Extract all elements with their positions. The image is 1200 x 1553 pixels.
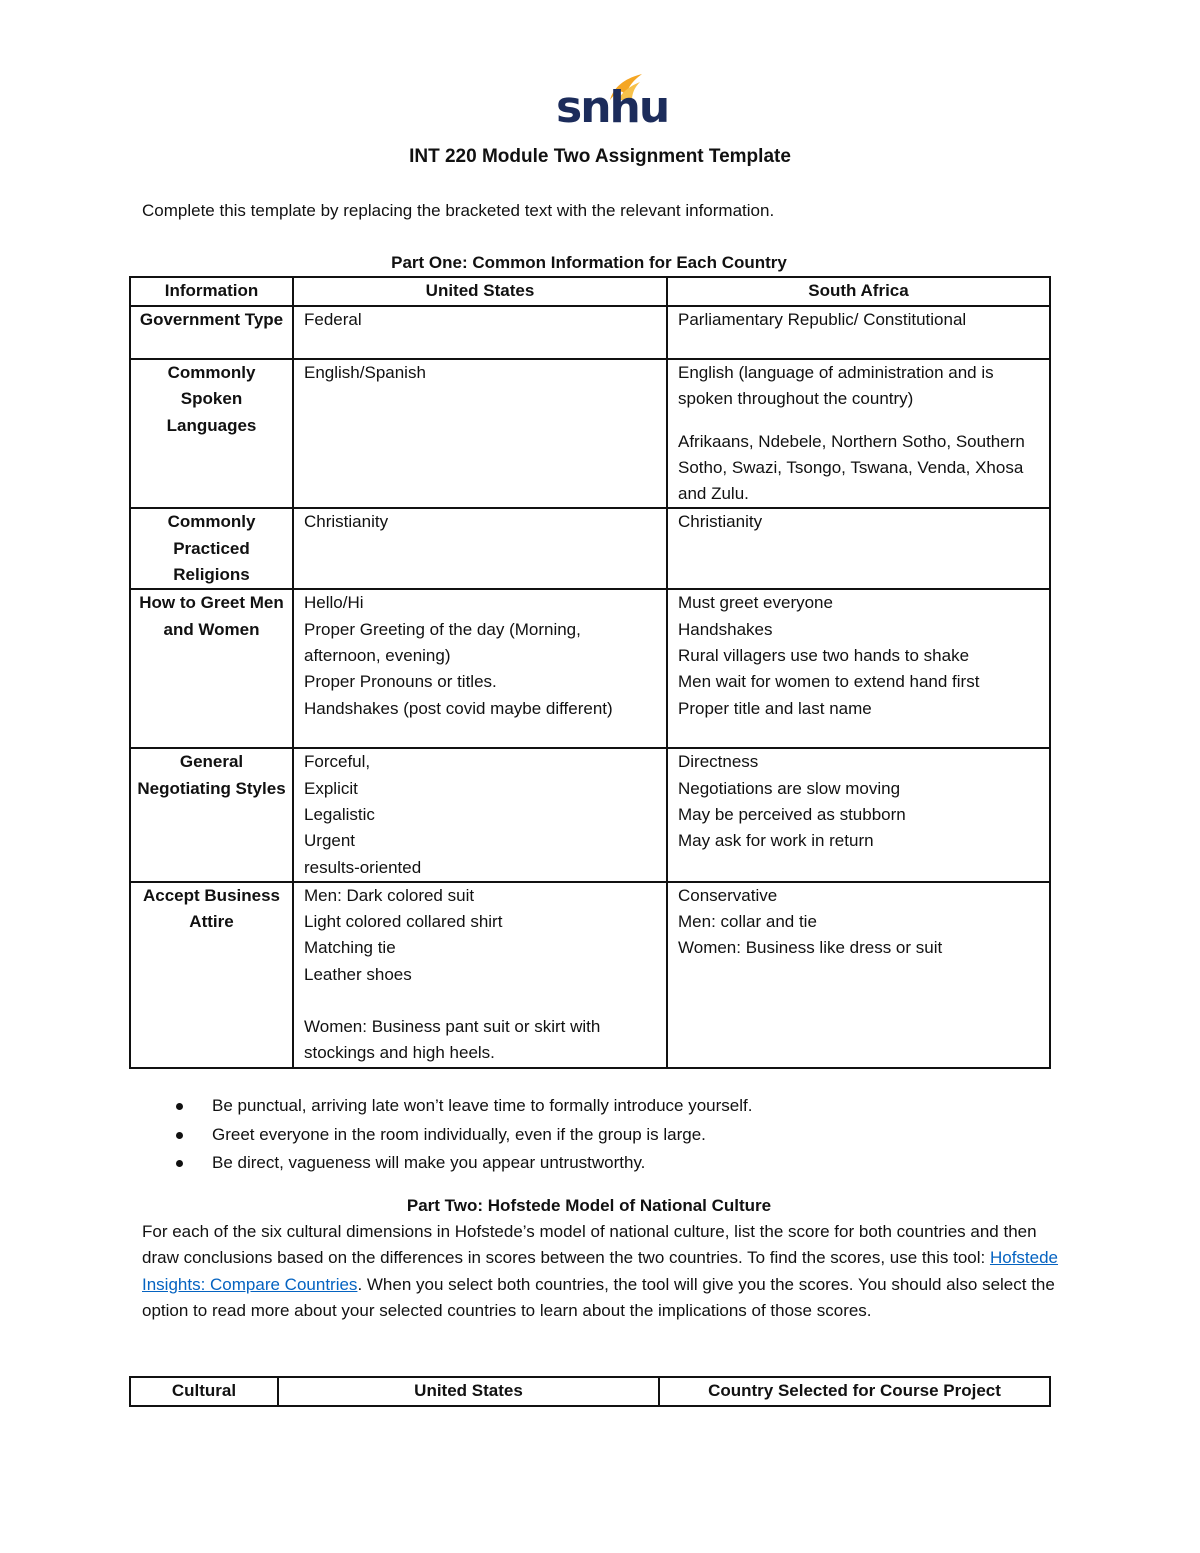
za-cell: [667, 589, 1050, 748]
us-cell: [293, 882, 667, 1068]
header-country-selected: Country Selected for Course Project: [659, 1377, 1050, 1406]
list-item-text: Be punctual, arriving late won’t leave time to formally introduce yourself.: [212, 1096, 753, 1115]
cell-line: Explicit: [304, 778, 358, 798]
header-united-states: United States: [293, 277, 667, 306]
us-cell: [293, 306, 667, 359]
cell-line: Christianity: [678, 512, 763, 532]
list-item-text: Greet everyone in the room individually, even if the group is large.: [212, 1124, 706, 1144]
bullet-icon: [176, 1132, 183, 1139]
cell-line: Urgent: [304, 831, 356, 851]
cell-line: Men: Dark colored suit: [304, 885, 475, 905]
bullet-icon: [176, 1103, 183, 1110]
cell-line: Leather shoes: [304, 964, 412, 984]
table-row: [130, 508, 1050, 589]
cell-line: May be perceived as stubborn: [678, 804, 906, 824]
row-label: How to Greet Men and Women: [130, 589, 293, 748]
row-label: Accept Business Attire: [130, 882, 293, 1068]
cell-line: Afrikaans, Ndebele, Northern Sotho, Southern Sotho, Swazi, Tsongo, Tswana, Venda, Xhosa and Zulu.: [678, 431, 1025, 504]
cell-line: Rural villagers use two hands to shake: [678, 645, 970, 665]
intro-text: For each of the six cultural dimensions in Hofstede’s model of national culture, list the score for both countries and then draw conclusions based on the differences in scores between the two countries. To find the scores, use this tool:: [142, 1222, 1037, 1268]
header-information: Information: [130, 277, 293, 306]
bullet-icon: [176, 1160, 183, 1167]
cell-line: Christianity: [304, 512, 389, 532]
cell-line: Negotiations are slow moving: [678, 778, 901, 798]
table-row: [130, 306, 1050, 359]
table-header-row: [130, 277, 1050, 306]
cell-line: Parliamentary Republic/ Constitutional: [678, 310, 967, 329]
cell-line: Women: Business pant suit or skirt with stockings and high heels.: [304, 1017, 601, 1063]
cell-line: Hello/Hi: [304, 593, 364, 613]
table-row: [130, 748, 1050, 881]
country-info-table: [129, 276, 1051, 1069]
cell-line: Handshakes (post covid maybe different): [304, 698, 613, 718]
document-title: INT 220 Module Two Assignment Template: [409, 146, 791, 167]
cell-line: Legalistic: [304, 804, 375, 824]
cell-line: Women: Business like dress or suit: [678, 938, 943, 958]
logo-wordmark: snhu: [556, 82, 669, 133]
cell-line: Men: collar and tie: [678, 912, 817, 932]
cell-line: Must greet everyone: [678, 593, 833, 613]
za-cell: [667, 882, 1050, 1068]
cell-line: Light colored collared shirt: [304, 912, 503, 932]
snhu-logo: [540, 72, 669, 136]
hofstede-compare-link[interactable]: Hofstede Insights: Compare Countries: [142, 1248, 1059, 1294]
header-united-states: United States: [278, 1377, 659, 1406]
row-label: General Negotiating Styles: [130, 748, 293, 881]
cell-line: May ask for work in return: [678, 831, 874, 851]
row-label: Government Type: [130, 306, 293, 359]
hofstede-table: [129, 1376, 1051, 1407]
list-item: [172, 1092, 752, 1121]
table-row: [130, 589, 1050, 748]
cell-line: English/Spanish: [304, 363, 426, 382]
za-cell: [667, 508, 1050, 589]
za-cell: [667, 306, 1050, 359]
cell-line: Directness: [678, 752, 759, 772]
tips-list: [172, 1092, 752, 1178]
cell-line: Proper Greeting of the day (Morning, afternoon, evening): [304, 619, 581, 665]
list-item: [172, 1121, 752, 1150]
cell-line: Men wait for women to extend hand first: [678, 672, 980, 692]
za-cell: [667, 748, 1050, 881]
us-cell: [293, 508, 667, 589]
part-two-heading: Part Two: Hofstede Model of National Culture: [406, 1196, 772, 1215]
part-one-heading: Part One: Common Information for Each Country: [391, 253, 787, 272]
cell-line: Forceful,: [304, 752, 371, 772]
cell-line: Proper Pronouns or titles.: [304, 672, 497, 692]
table-row: [130, 882, 1050, 1068]
row-label: Commonly Spoken Languages: [130, 359, 293, 508]
table-header-row: [130, 1377, 1050, 1406]
za-cell: [667, 359, 1050, 508]
us-cell: [293, 748, 667, 881]
header-cultural: Cultural: [130, 1377, 278, 1406]
us-cell: [293, 589, 667, 748]
cell-line: English (language of administration and is spoken throughout the country): [678, 363, 994, 409]
cell-line: Handshakes: [678, 619, 773, 639]
us-cell: [293, 359, 667, 508]
cell-line: Matching tie: [304, 938, 396, 958]
cell-line: results-oriented: [304, 857, 422, 877]
table-row: [130, 359, 1050, 508]
list-item: [172, 1149, 752, 1178]
part-two-intro: [142, 1219, 1072, 1324]
row-label: Commonly Practiced Religions: [130, 508, 293, 589]
cell-line: Conservative: [678, 885, 778, 905]
header-south-africa: South Africa: [667, 277, 1050, 306]
list-item-text: Be direct, vagueness will make you appear untrustworthy.: [212, 1153, 646, 1172]
cell-line: Federal: [304, 310, 362, 329]
intro-text-continued: . When you select both countries, the tool will give you the scores. You should also select the option to read more about your selected countries to learn about the implications of those scores.: [142, 1274, 1055, 1320]
instructions-text: Complete this template by replacing the bracketed text with the relevant information.: [142, 201, 775, 220]
cell-line: Proper title and last name: [678, 698, 872, 718]
